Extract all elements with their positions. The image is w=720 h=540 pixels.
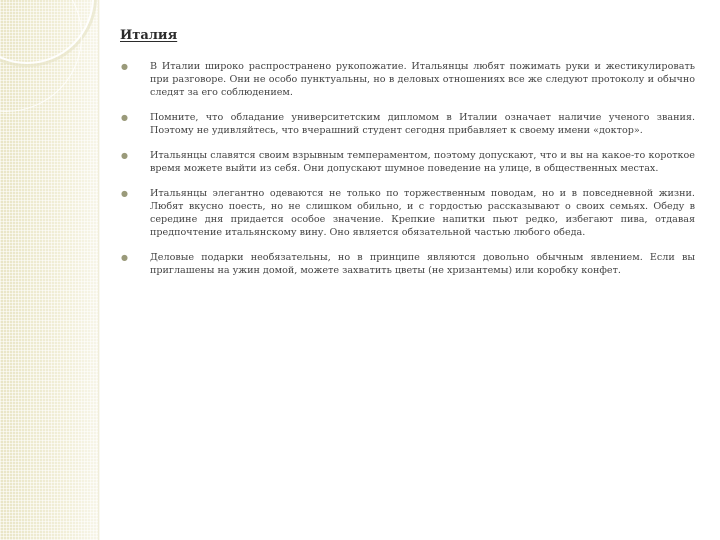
side-band-edge xyxy=(98,0,100,540)
list-item xyxy=(120,187,695,239)
bullet-icon: ● xyxy=(121,253,128,262)
bullet-icon: ● xyxy=(121,151,128,160)
list-item-text: Итальянцы славятся своим взрывным темпераментом, поэтому допускают, что и вы на какое-то короткое время можете выйти из себя. Они допускают шумное поведение на улице, в общественных местах. xyxy=(150,150,695,174)
bullet-icon: ● xyxy=(121,189,128,198)
list-item xyxy=(120,60,695,99)
list-item xyxy=(120,111,695,137)
list-item-text: Итальянцы элегантно одеваются не только по торжественным поводам, но и в повседневной жизни. Любят вкусно поесть, но не слишком обильно, и с гордостью рассказывают о своих семьях. Обеду в середине дня придается особое значение. Крепкие напитки пьют редко, избегают пива, отдавая предпочтение итальянскому вину. Оно является обязательной частью любого обеда. xyxy=(150,188,695,238)
decorative-arc xyxy=(0,0,82,112)
decorative-side-band xyxy=(0,0,98,540)
list-item-text: В Италии широко распространено рукопожатие. Итальянцы любят пожимать руки и жестикулировать при разговоре. Они не особо пунктуальны, но в деловых отношениях все же следуют протоколу и обычно следят за его соблюдением. xyxy=(150,61,695,98)
list-item-text: Помните, что обладание университетским дипломом в Италии означает наличие ученого звания. Поэтому не удивляйтесь, что вчерашний студент сегодня прибавляет к своему имени «доктор». xyxy=(150,112,695,136)
bullet-icon: ● xyxy=(121,113,128,122)
page-title: Италия xyxy=(120,28,178,43)
list-item xyxy=(120,149,695,175)
list-item xyxy=(120,251,695,277)
bullet-list xyxy=(120,60,695,289)
list-item-text: Деловые подарки необязательны, но в принципе являются довольно обычным явлением. Если вы приглашены на ужин домой, можете захватить цветы (не хризантемы) или коробку конфет. xyxy=(150,252,695,276)
bullet-icon: ● xyxy=(121,62,128,71)
